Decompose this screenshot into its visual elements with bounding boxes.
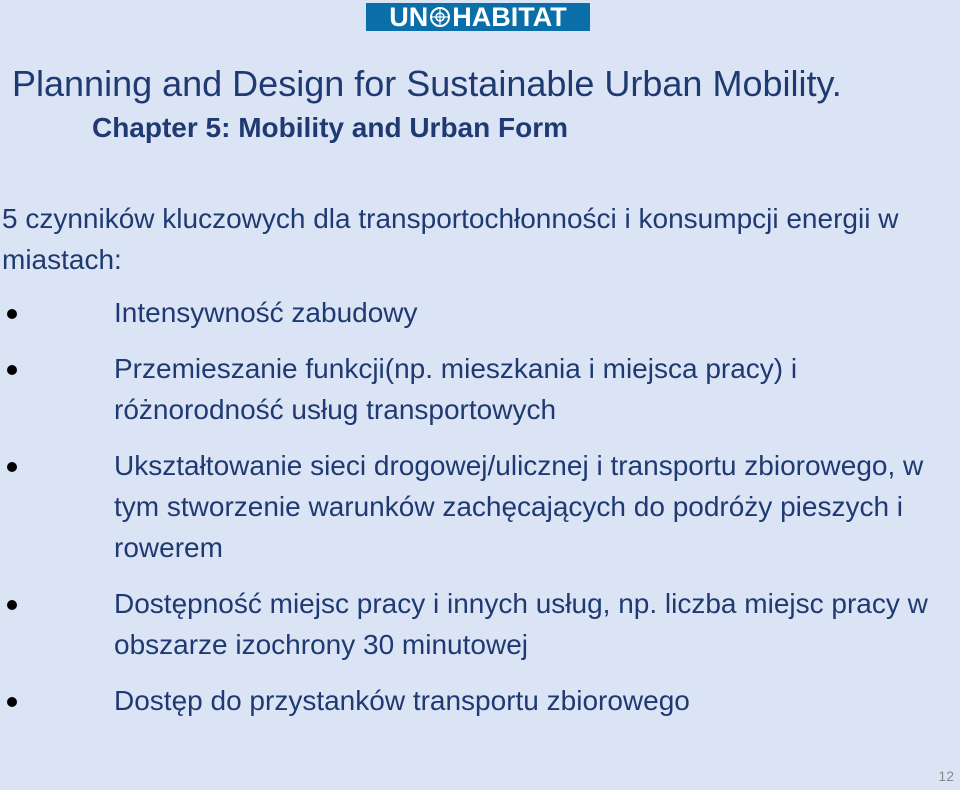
bullet-icon	[7, 309, 17, 319]
bullet-list	[0, 292, 960, 721]
list-item	[0, 583, 960, 665]
page-number: 12	[938, 768, 954, 784]
slide-title: Planning and Design for Sustainable Urban Mobility.	[12, 63, 842, 104]
slide-subtitle: Chapter 5: Mobility and Urban Form	[91, 112, 569, 143]
bullet-text: Przemieszanie funkcji(np. mieszkania i miejsca pracy) i różnorodność usług transportowych	[114, 353, 798, 425]
un-habitat-logo	[366, 3, 590, 31]
list-item	[0, 292, 960, 333]
bullet-text: Dostępność miejsc pracy i innych usług, np. liczba miejsc pracy w obszarze izochrony 30 minutowej	[114, 588, 928, 660]
bullet-icon	[7, 600, 17, 610]
logo-text-habitat: HABITAT	[452, 2, 567, 32]
list-item	[0, 445, 960, 568]
logo-text-un: UN	[389, 2, 429, 32]
bullet-icon	[7, 697, 17, 707]
bullet-icon	[7, 462, 17, 472]
list-item	[0, 348, 960, 430]
bullet-text: Ukształtowanie sieci drogowej/ulicznej i transportu zbiorowego, w tym stworzenie warunków zachęcających do podróży pieszych i rowerem	[114, 450, 924, 563]
intro-text: 5 czynników kluczowych dla transportochłonności i konsumpcji energii w miastach:	[2, 203, 899, 275]
un-globe-emblem-icon	[429, 6, 451, 28]
list-item	[0, 680, 960, 721]
bullet-text: Intensywność zabudowy	[114, 297, 418, 328]
bullet-text: Dostęp do przystanków transportu zbiorowego	[114, 685, 690, 716]
bullet-icon	[7, 365, 17, 375]
